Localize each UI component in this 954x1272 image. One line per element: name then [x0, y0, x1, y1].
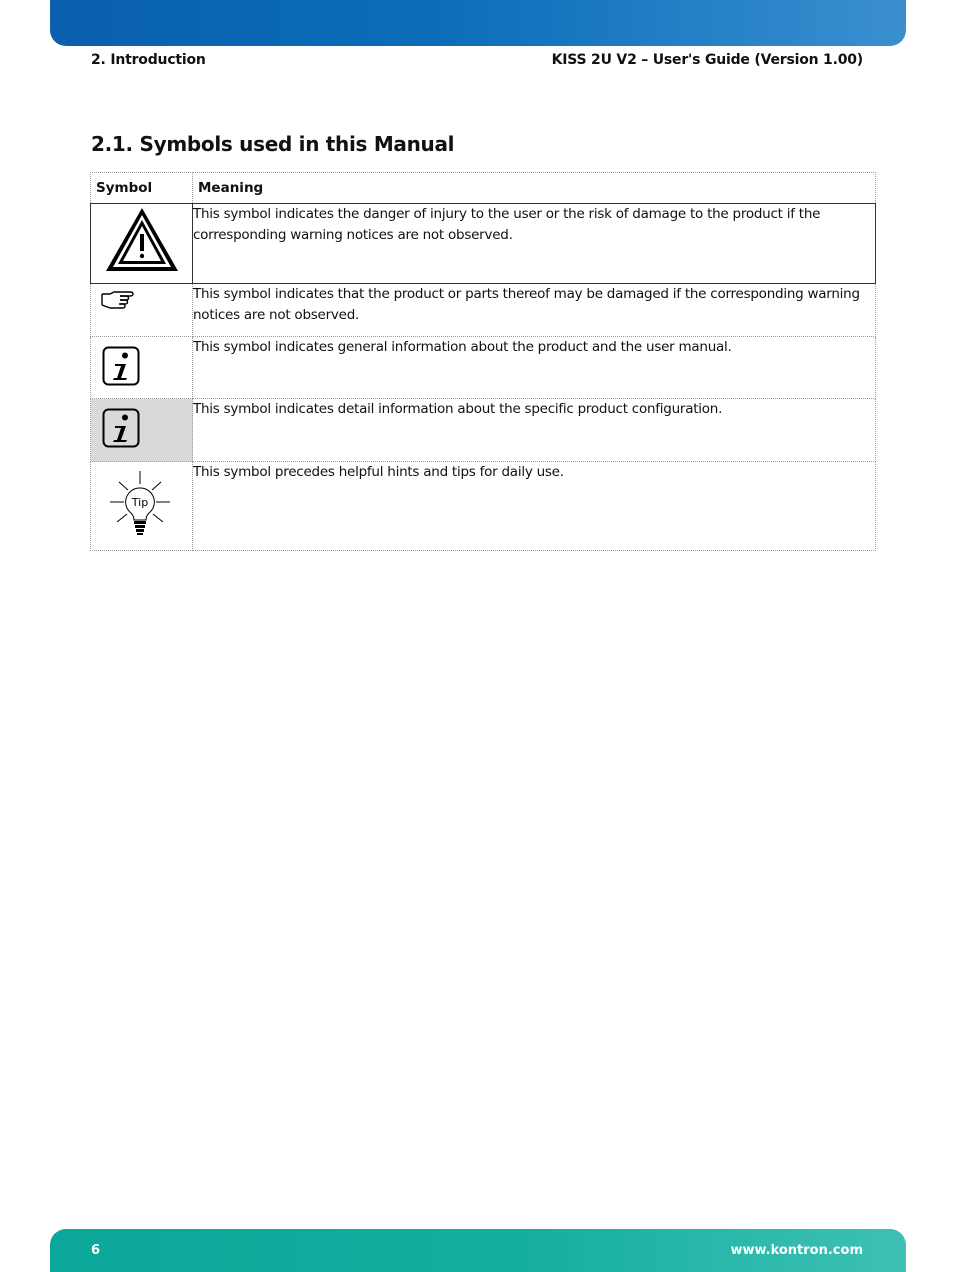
symbol-cell	[91, 337, 193, 399]
meaning-cell: This symbol indicates that the product or parts thereof may be damaged if the corresponding warning notices are not observed.	[193, 284, 876, 337]
symbol-cell	[91, 284, 193, 337]
symbol-cell	[91, 462, 193, 551]
header-band	[50, 0, 906, 46]
footer-url[interactable]: www.kontron.com	[730, 1243, 863, 1258]
symbol-cell	[91, 204, 193, 284]
table-row	[91, 204, 876, 284]
table-row	[91, 337, 876, 399]
meaning-cell: This symbol precedes helpful hints and tips for daily use.	[193, 462, 876, 551]
pointing-hand-icon	[91, 284, 191, 312]
info-detail-icon	[102, 408, 142, 452]
tip-lightbulb-icon	[107, 468, 177, 546]
header-section: 2. Introduction	[91, 52, 206, 68]
symbol-cell	[91, 399, 193, 462]
column-header-meaning: Meaning	[193, 173, 876, 204]
page-number: 6	[91, 1243, 101, 1258]
info-icon	[102, 346, 142, 390]
table-row	[91, 399, 876, 462]
meaning-cell: This symbol indicates detail information about the specific product configuration.	[193, 399, 876, 462]
warning-triangle-icon	[103, 204, 181, 274]
column-header-symbol: Symbol	[91, 173, 193, 204]
tip-icon-label: Tip	[131, 496, 148, 509]
section-title: 2.1. Symbols used in this Manual	[91, 132, 455, 156]
meaning-cell: This symbol indicates general information about the product and the user manual.	[193, 337, 876, 399]
symbols-table	[90, 172, 876, 551]
table-row	[91, 462, 876, 551]
header-doc-title: KISS 2U V2 – User's Guide (Version 1.00)	[551, 52, 863, 68]
table-row	[91, 284, 876, 337]
table-header-row	[91, 173, 876, 204]
meaning-cell: This symbol indicates the danger of injury to the user or the risk of damage to the product if the corresponding warning notices are not observed.	[193, 204, 876, 284]
